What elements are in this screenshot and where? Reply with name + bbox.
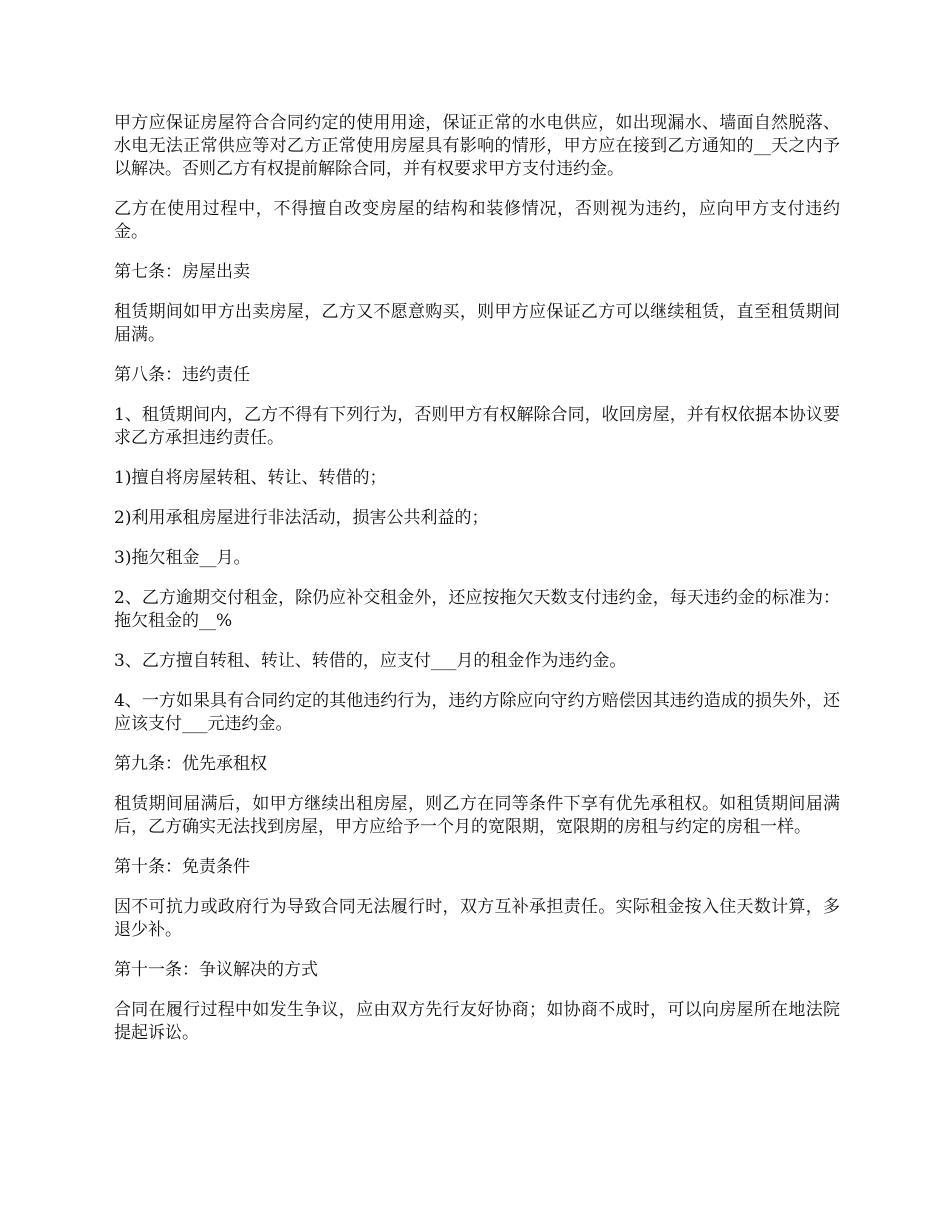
paragraph-breach-1-item-2: 2)利用承租房屋进行非法活动，损害公共利益的； <box>114 508 489 528</box>
paragraph-breach-1-item-3: 3)拖欠租金__月。 <box>114 548 251 568</box>
paragraph-breach-3: 3、乙方擅自转租、转让、转借的，应支付___月的租金作为违约金。 <box>114 651 627 671</box>
paragraph-dispute-resolution: 合同在履行过程中如发生争议，应由双方先行友好协商；如协商不成时，可以向房屋所在地法院提起诉讼。 <box>114 1000 840 1043</box>
heading-article-7: 第七条：房屋出卖 <box>114 262 250 282</box>
heading-article-10: 第十条：免责条件 <box>114 857 250 877</box>
heading-article-8: 第八条：违约责任 <box>114 365 250 385</box>
paragraph-breach-1: 1、租赁期间内，乙方不得有下列行为，否则甲方有权解除合同，收回房屋，并有权依据本协议要求乙方承担违约责任。 <box>114 405 840 448</box>
paragraph-priority-lease: 租赁期间届满后，如甲方继续出租房屋，则乙方在同等条件下享有优先承租权。如租赁期间届满后，乙方确实无法找到房屋，甲方应给予一个月的宽限期，宽限期的房租与约定的房租一样。 <box>114 794 840 837</box>
heading-article-9: 第九条：优先承租权 <box>114 754 267 774</box>
document-page <box>114 112 840 1062</box>
paragraph-house-sale: 租赁期间如甲方出卖房屋，乙方又不愿意购买，则甲方应保证乙方可以继续租赁，直至租赁期间届满。 <box>114 302 840 345</box>
heading-article-11: 第十一条：争议解决的方式 <box>114 960 318 980</box>
paragraph-breach-1-item-1: 1)擅自将房屋转租、转让、转借的； <box>114 468 387 488</box>
paragraph-breach-4: 4、一方如果具有合同约定的其他违约行为，违约方除应向守约方赔偿因其违约造成的损失外，还应该支付___元违约金。 <box>114 691 840 734</box>
paragraph-exemption: 因不可抗力或政府行为导致合同无法履行时，双方互补承担责任。实际租金按入住天数计算，多退少补。 <box>114 897 840 940</box>
paragraph-tenant-alterations: 乙方在使用过程中，不得擅自改变房屋的结构和装修情况，否则视为违约，应向甲方支付违约金。 <box>114 199 840 242</box>
paragraph-landlord-obligations: 甲方应保证房屋符合合同约定的使用用途，保证正常的水电供应，如出现漏水、墙面自然脱落、水电无法正常供应等对乙方正常使用房屋具有影响的情形，甲方应在接到乙方通知的__天之内予以解决。否则乙方有权提前解除合同，并有权要求甲方支付违约金。 <box>114 113 840 179</box>
paragraph-breach-2: 2、乙方逾期交付租金，除仍应补交租金外，还应按拖欠天数支付违约金，每天违约金的标准为：拖欠租金的__% <box>114 588 840 631</box>
